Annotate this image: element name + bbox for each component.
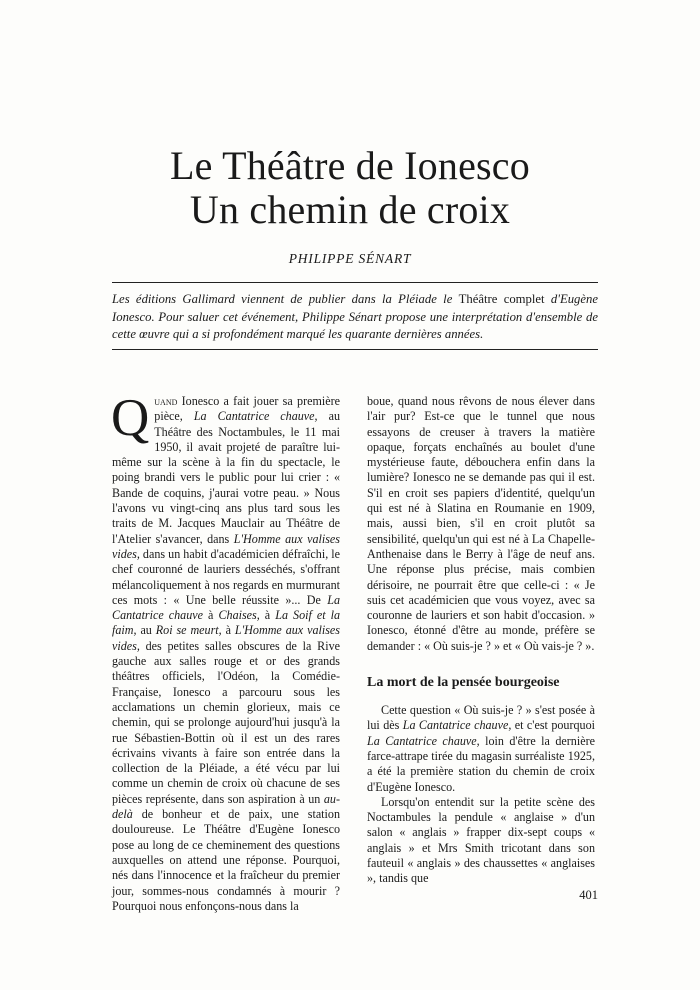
work-title: Roi se meurt, bbox=[155, 623, 222, 638]
drop-cap: Q bbox=[111, 389, 150, 447]
paragraph bbox=[367, 703, 595, 795]
emphasis: au-delà bbox=[112, 791, 340, 822]
abstract-top-rule bbox=[112, 282, 598, 283]
article-title-line-2: Un chemin de croix bbox=[189, 187, 511, 232]
text-column-right bbox=[367, 394, 595, 887]
text-run: dans un habit d'académicien défraîchi, le chef couronné de lauriers desséchés, s'offrant mélancoliquement à nos regards en murmurant ces mots : « Une belle réussite »... De bbox=[112, 546, 340, 607]
work-title: La Cantatrice chauve bbox=[112, 592, 340, 623]
paragraph-opening bbox=[111, 389, 341, 914]
author-name: PHILIPPE SÉNART bbox=[288, 251, 412, 266]
text-column-left bbox=[111, 389, 341, 914]
text-run: à bbox=[259, 608, 276, 623]
text-run: des petites salles obscures de la Rive gauche aux salles rouge et or des grands théâtres officiels, l'Odéon, la Comédie-Française, Ionesco a parcouru sous les acclamations un chemin glorieux, mais ce chemin, qui se prolonge aujourd'hui jusqu'à la rue Sébastien-Bottin où il est un des rares écrivains vivants à faire son entrée dans la collection de la Pléiade, a été vécu par lui comme un chemin de croix où chacune de ses pièces représente, dans son aspiration à un bbox=[112, 638, 340, 806]
page-number: 401 bbox=[579, 888, 598, 902]
paragraph: Lorsqu'on entendit sur la petite scène des Noctambules la pendule « anglaise » d'un salon « anglais » frapper dix-sept coups « anglais » et Mrs Smith tricotant dans son fauteuil « anglais » des chaussettes « anglaises », tandis que bbox=[367, 794, 595, 886]
work-title: L'Homme aux valises vides, bbox=[112, 623, 340, 653]
work-title: La Cantatrice chauve, bbox=[193, 409, 318, 424]
text-run: à bbox=[203, 608, 219, 623]
abstract-work-title: Théâtre complet bbox=[458, 292, 545, 306]
text-run: Cette question « Où suis-je ? » s'est posée à lui dès bbox=[367, 703, 595, 733]
text-run: au bbox=[136, 623, 156, 638]
text-run: au Théâtre des Noctambules, le 11 mai 1950, il avait projeté de paraître lui-même sur la scène à la fin du spectacle, le poing brandi vers le public pour lui crier : « Bande de coquins, j'aurai votre peau. » Nous l'avons vu vingt-cinq ans plus tard sous les traits de M. Jacques Mauclair au Théâtre de l'Atelier s'avancer, dans bbox=[112, 409, 340, 546]
paragraph-continued: boue, quand nous rêvons de nous élever dans l'air pur? Est-ce que le tunnel que nous essayons de creuser à travers la matière opaque, forçats enchaînés au boulet d'une mystérieuse faute, débouchera enfin dans la lumière? Ionesco ne se demande pas qui il est. S'il en croit ses papiers d'identité, quelqu'un qui est né à Slatina en Roumanie en 1909, mais, aussi bien, s'il en croit plutôt sa sensibilité, quelqu'un qui est né à La Chapelle-Anthenaise dans le Berry à l'âge de neuf ans. Une réponse plus précise, mais combien dérisoire, ne pourrait être que celle-ci : « Je suis cet académicien que vous voyez, avec sa couronne de lauriers et son habit d'occasion. » Ionesco, étonné d'être au monde, préfère se demander : « Où suis-je ? » et « Où vais-je ? ». bbox=[367, 394, 595, 653]
article-title-line-1: Le Théâtre de Ionesco bbox=[170, 143, 530, 188]
work-title: Chaises, bbox=[218, 608, 260, 623]
work-title: La Soif et la faim, bbox=[112, 608, 341, 638]
text-run: et c'est pourquoi bbox=[511, 718, 595, 733]
section-heading: La mort de la pensée bourgeoise bbox=[367, 675, 560, 691]
abstract-bottom-rule bbox=[112, 349, 598, 350]
text-run: loin d'être la dernière farce-attrape tirée du magasin surréaliste 1925, a été la première station du chemin de croix d'Eugène Ionesco. bbox=[367, 733, 595, 794]
lead-small-caps: uand bbox=[154, 394, 178, 408]
text-run: de bonheur et de paix, une station douloureuse. Le Théâtre d'Eugène Ionesco pose au long de ce cheminement des questions auxquelles on attend une réponse. Pourquoi, nés dans l'innocence et la fraîcheur du premier jour, sommes-nous condamnés à mourir ? Pourquoi nous enfonçons-nous dans la bbox=[112, 807, 340, 913]
abstract-text-1: Les éditions Gallimard viennent de publier dans la Pléiade le bbox=[112, 292, 459, 306]
work-title: L'Homme aux valises vides, bbox=[112, 531, 340, 561]
abstract-text-2: d'Eugène Ionesco. Pour saluer cet événement, Philippe Sénart propose une interprétation d'ensemble de cette œuvre qui a si profondément marqué les quarante dernières années. bbox=[112, 292, 598, 341]
text-run: Ionesco a fait jouer sa première pièce, bbox=[154, 394, 340, 424]
work-title: La Cantatrice chauve, bbox=[367, 733, 480, 748]
article-abstract bbox=[112, 291, 598, 344]
work-title: La Cantatrice chauve, bbox=[402, 718, 512, 733]
text-run: à bbox=[221, 623, 235, 638]
